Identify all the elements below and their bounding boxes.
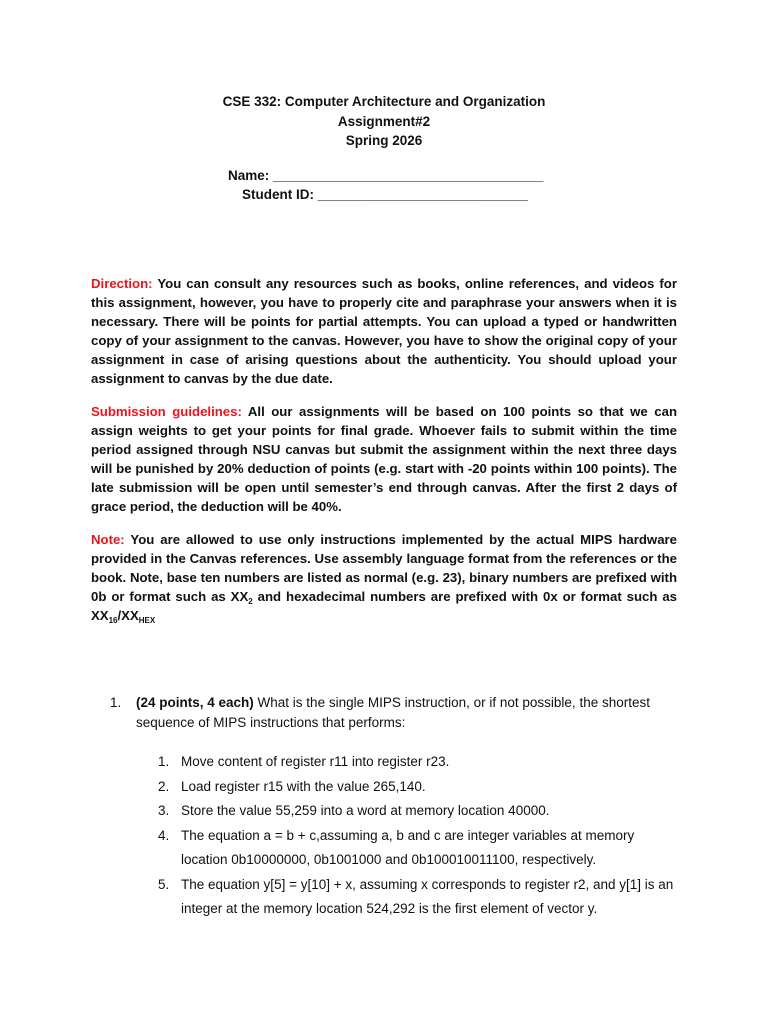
list-item-text: Load register r15 with the value 265,140.	[181, 778, 426, 794]
question-number: 1.	[110, 695, 122, 710]
note-text-a: You are allowed to use only instructions implemented by the actual MIPS hardware provided in the Canvas references. Use assembly language format from the references or the book. Note, base ten numbers are listed as normal (e.g. 23), binary numbers are prefixed with 0b or format such as XX	[91, 532, 677, 604]
hex-subscript-16: 16	[108, 616, 118, 625]
note-label: Note:	[91, 532, 125, 547]
binary-subscript: 2	[248, 597, 253, 606]
direction-paragraph	[91, 274, 677, 388]
list-item-number: 4.	[158, 827, 170, 843]
question-1-sublist	[158, 750, 678, 922]
name-field	[228, 168, 543, 183]
list-item-text: Move content of register r11 into register r23.	[181, 754, 450, 769]
submission-text: All our assignments will be based on 100 points so that we can assign weights to get your points for final grade. Whoever fails to submit within the time period assigned through NSU canvas but submit the assignment within the next three days will be punished by 20% deduction of points (e.g. start with -20 points within 100 points). The late submission will be open until semester’s end through canvas. After the first 2 days of grace period, the deduction will be 40%.	[91, 404, 677, 514]
student-id-label: Student ID:	[242, 187, 314, 202]
list-item-text: Store the value 55,259 into a word at memory location 40000.	[181, 803, 550, 818]
direction-text: You can consult any resources such as books, online references, and videos for this assignment, however, you have to properly cite and paraphrase your answers when it is necessary. There will be points for partial attempts. You can upload a typed or handwritten copy of your assignment to the canvas. However, you have to show the original copy of your assignment in case of arising questions about the authenticity. You should upload your assignment to canvas by the due date.	[91, 276, 677, 386]
direction-label: Direction:	[91, 276, 153, 291]
student-id-field	[242, 187, 528, 202]
note-text-c: /XX	[117, 608, 139, 623]
name-blank-line: ____________________________________	[273, 168, 544, 183]
list-item	[158, 775, 678, 800]
list-item-number: 5.	[158, 876, 170, 892]
course-title: CSE 332: Computer Architecture and Organization	[222, 94, 546, 109]
submission-label: Submission guidelines:	[91, 404, 242, 419]
question-body: What is the single MIPS instruction, or if not possible, the shortest sequence of MIPS instructions that performs:	[136, 695, 650, 730]
list-item-number: 3.	[158, 803, 170, 818]
document-header	[0, 92, 768, 151]
list-item-text: The equation y[5] = y[10] + x, assuming x corresponds to register r2, and y[1] is an integer at the memory location 524,292 is the first element of vector y.	[181, 876, 674, 916]
question-points: (24 points, 4 each)	[136, 695, 254, 710]
list-item	[158, 824, 678, 873]
assignment-title: Assignment#2	[337, 113, 431, 129]
note-paragraph	[91, 530, 677, 625]
list-item	[158, 750, 678, 775]
hex-subscript-hex: HEX	[138, 616, 156, 625]
term-label: Spring 2026	[345, 133, 423, 148]
note-text-b: and hexadecimal numbers are prefixed with 0x or format such as XX	[91, 589, 678, 623]
student-id-blank-line: ____________________________	[317, 187, 528, 202]
list-item-text: The equation a = b + c,assuming a, b and c are integer variables at memory location 0b10000000, 0b1001000 and 0b100010011100, respectively.	[181, 827, 635, 867]
name-label: Name:	[228, 168, 270, 183]
list-item-number: 1.	[158, 754, 170, 769]
list-item	[158, 873, 678, 922]
list-item-number: 2.	[158, 778, 170, 794]
question-text	[136, 693, 681, 732]
submission-paragraph	[91, 402, 677, 516]
list-item	[158, 799, 678, 824]
